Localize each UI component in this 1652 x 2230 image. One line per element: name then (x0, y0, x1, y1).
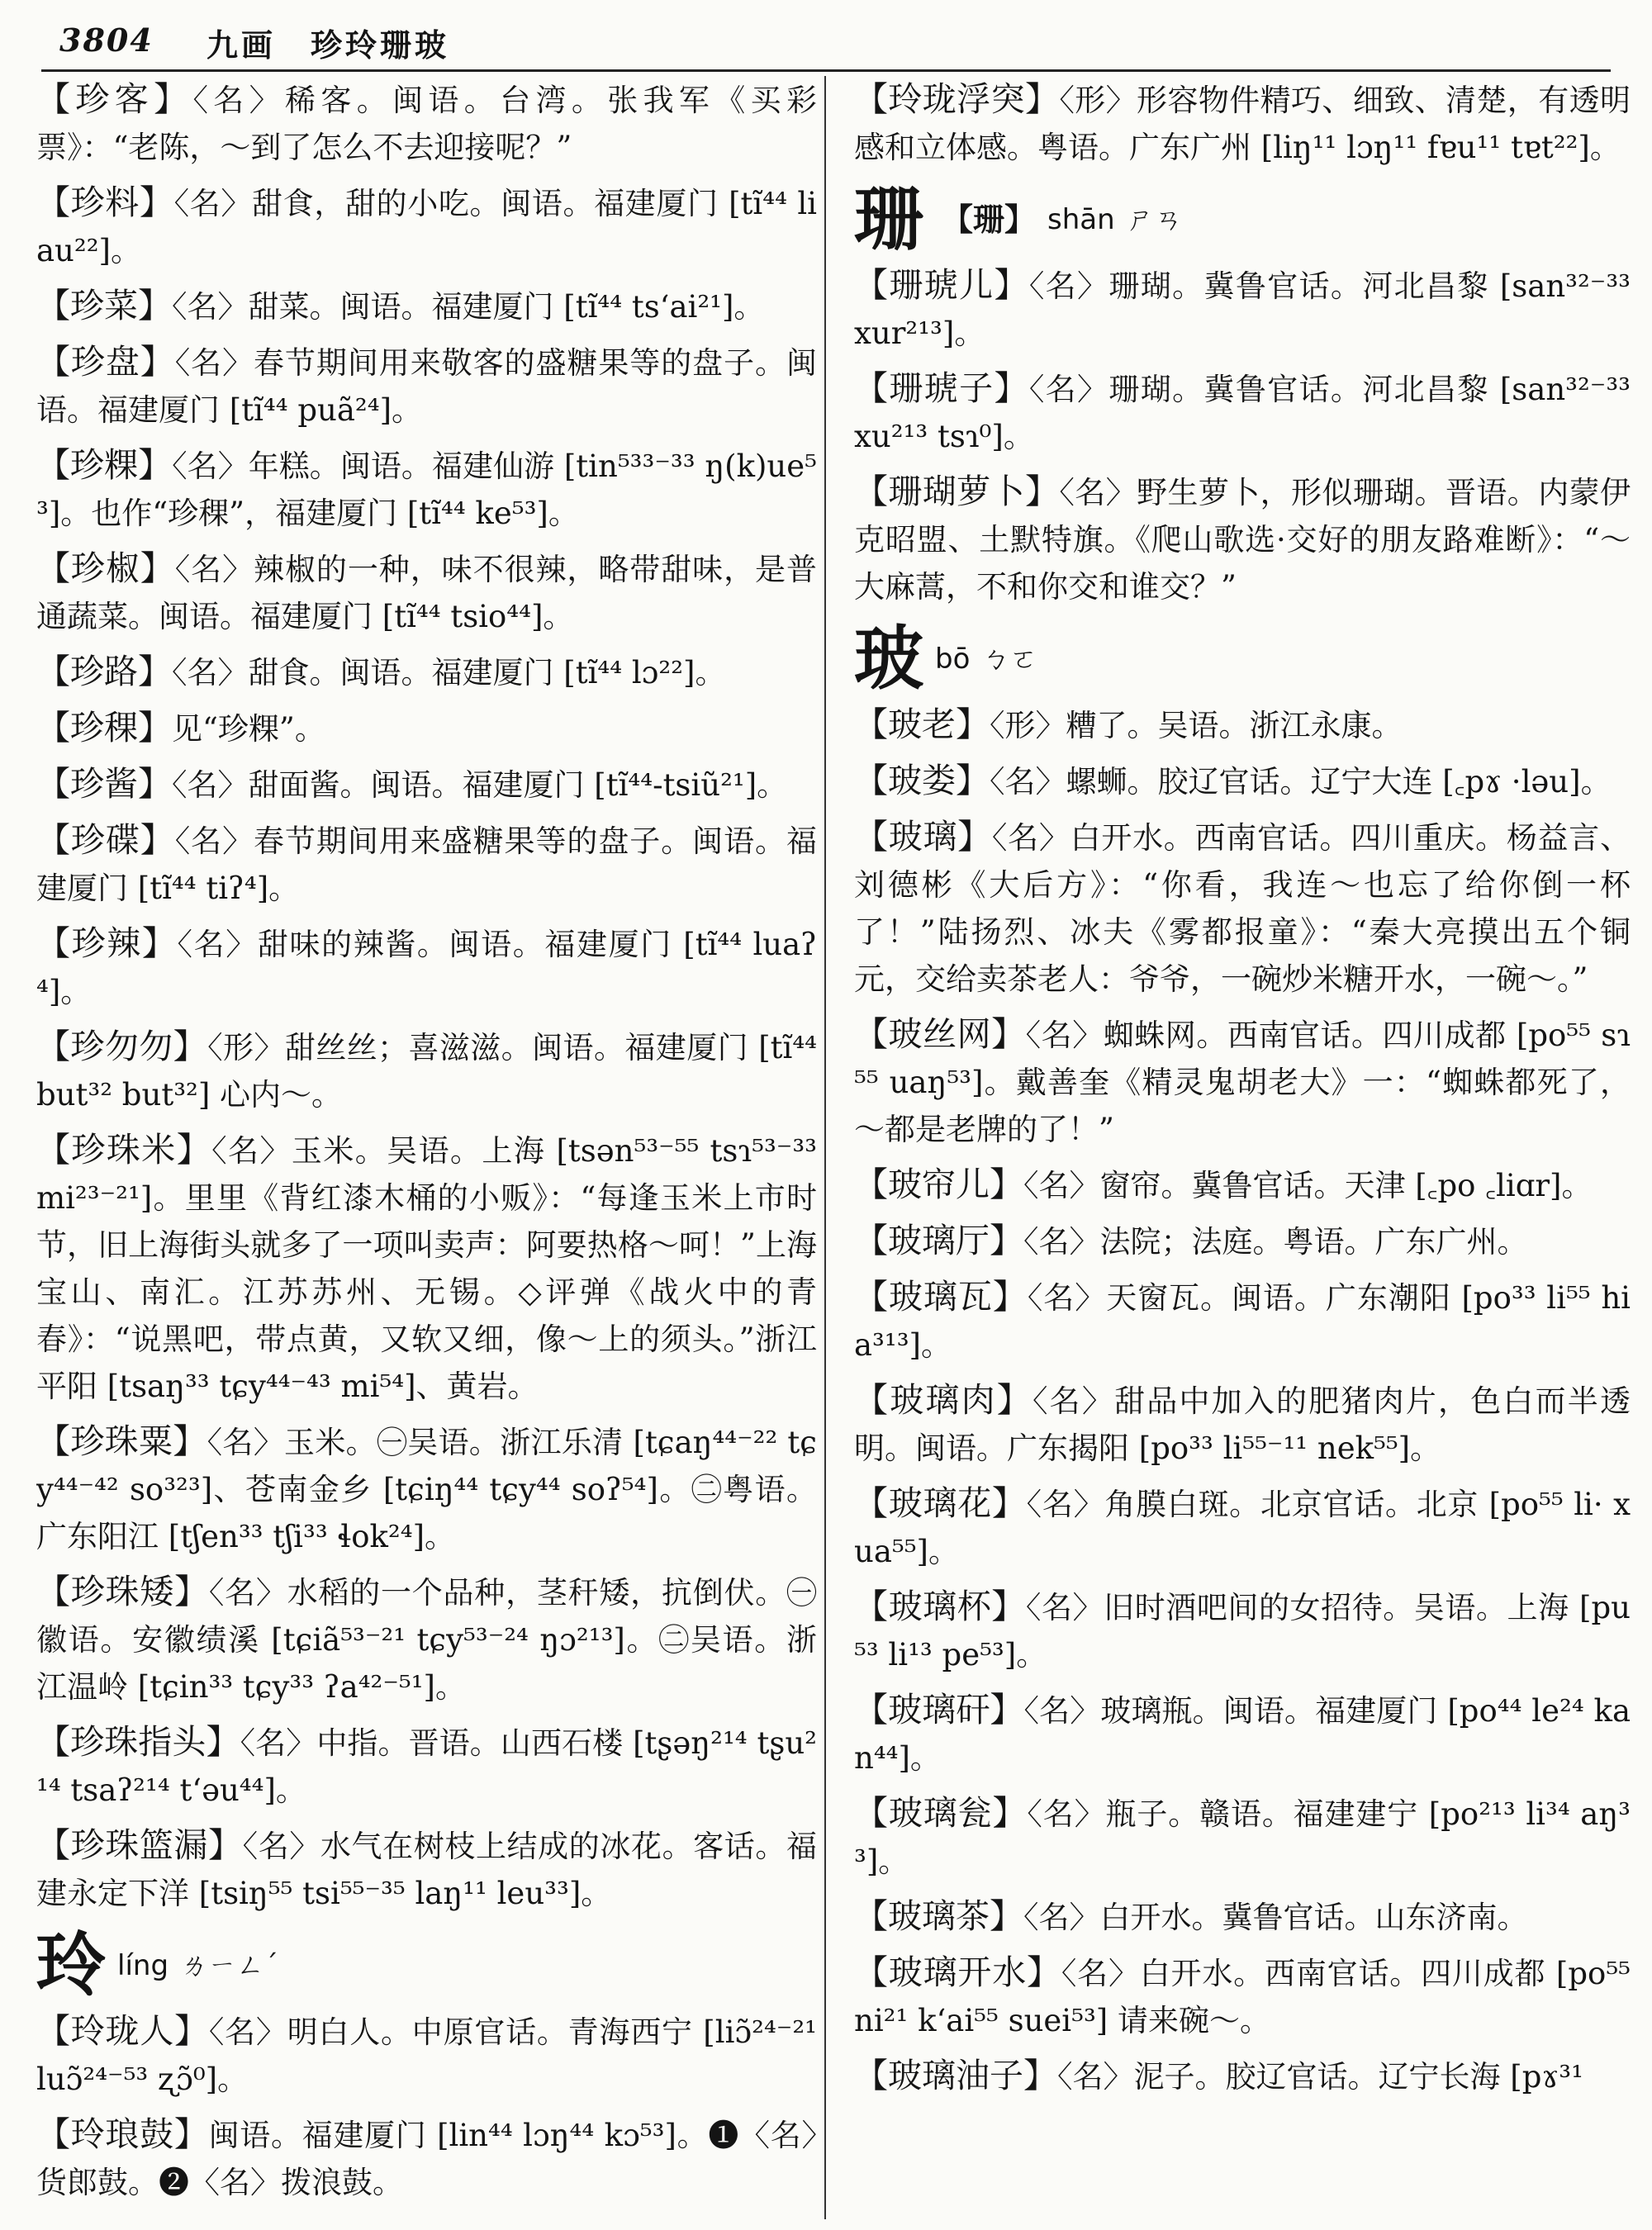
dictionary-entry (854, 76, 1631, 171)
entry-headword: 【玻璃杯】 (854, 1587, 1026, 1626)
entry-definition: 〈形〉糟了。吴语。浙江永康。 (990, 708, 1403, 743)
running-title: 九画 珍玲珊玻 (206, 26, 450, 64)
dictionary-entry (36, 442, 817, 537)
entry-definition: 〈名〉野生萝卜，形似珊瑚。晋语。内蒙伊克昭盟、土默特旗。《爬山歌选·交好的朋友路难断》：“～大麻蒿，不和你交和谁交？” (854, 475, 1631, 605)
dictionary-entry (36, 817, 817, 912)
dictionary-entry (36, 1418, 817, 1560)
entry-headword: 【珊瑚萝卜】 (854, 472, 1060, 511)
entry-definition: 〈名〉稀客。闽语。台湾。张我军《买彩票》：“老陈，～到了怎么不去迎接呢？” (36, 83, 817, 165)
entry-definition: 〈名〉甜食。闽语。福建厦门 [tĩ⁴⁴ lɔ²²]。 (172, 655, 726, 690)
entry-definition: 〈名〉法院；法庭。粤语。广东广州。 (1023, 1224, 1528, 1260)
entry-definition: 〈名〉玉米。㊀吴语。浙江乐清 [tɕaŋ⁴⁴⁻²² tɕy⁴⁴⁻⁴² so³²³]、苍南金乡 [tɕiŋ⁴⁴ tɕy⁴⁴ soʔ⁵⁴]。㊁粤语。广东阳江 [tʃen³³ tʃi³³ ɬok²⁴]。 (36, 1425, 817, 1554)
pinyin: shān (1047, 202, 1115, 236)
left-column (36, 76, 817, 2223)
dictionary-entry (854, 1161, 1631, 1209)
entry-headword: 【珍珠指头】 (36, 1722, 240, 1762)
entry-definition: 闽语。福建厦门 [lin⁴⁴ lɔŋ⁴⁴ kɔ⁵³]。❶〈名〉货郎鼓。❷〈名〉拨浪鼓。 (36, 2118, 817, 2200)
entry-headword: 【珊琥儿】 (854, 265, 1029, 305)
entry-headword: 【珍酱】 (36, 764, 172, 804)
entry-definition: 〈名〉春节期间用来敬客的盛糖果等的盘子。闽语。福建厦门 [tĩ⁴⁴ puã²⁴]。 (36, 345, 817, 428)
zhuyin: ㄕㄢ (1126, 202, 1183, 236)
dictionary-entry (36, 545, 817, 640)
dictionary-entry (36, 1568, 817, 1710)
entry-definition: 〈名〉螺蛳。胶辽官话。辽宁大连 [꜀pɤ ·ləu]。 (990, 764, 1612, 799)
entry-definition: 〈名〉白开水。冀鲁官话。山东济南。 (1023, 1900, 1528, 1935)
dictionary-entry (854, 701, 1631, 749)
pinyin: líng (117, 1948, 169, 1982)
entry-definition: 〈名〉白开水。西南官话。四川成都 [po⁵⁵ ni²¹ kʻai⁵⁵ suei⁵³] 请来碗～。 (854, 1956, 1631, 2038)
dictionary-entry (36, 1127, 817, 1410)
dictionary-entry (36, 1719, 817, 1814)
entry-definition: 〈名〉天窗瓦。闽语。广东潮阳 [po³³ li⁵⁵ hia³¹³]。 (854, 1280, 1631, 1363)
column-divider (824, 76, 826, 2219)
entry-definition: 〈名〉珊瑚。冀鲁官话。河北昌黎 [san³²⁻³³ xu²¹³ tsɿ⁰]。 (854, 372, 1631, 454)
head-character-block (854, 619, 1631, 698)
dictionary-entry (854, 1377, 1631, 1472)
entry-headword: 【珍碟】 (36, 820, 175, 860)
entry-definition: 〈名〉甜品中加入的肥猪肉片，色白而半透明。闽语。广东揭阳 [po³³ li⁵⁵⁻¹¹ nek⁵⁵]。 (854, 1383, 1631, 1466)
dictionary-entry (36, 282, 817, 330)
entry-headword: 【玻璃瓮】 (854, 1793, 1028, 1833)
head-character-block (854, 179, 1631, 259)
entry-definition: 〈名〉水气在树枝上结成的冰花。客话。福建永定下洋 [tsiŋ⁵⁵ tsi⁵⁵⁻³⁵ laŋ¹¹ leu³³]。 (36, 1829, 817, 1911)
entry-headword: 【珍菜】 (36, 286, 172, 325)
entry-headword: 【玲琅鼓】 (36, 2114, 209, 2154)
entry-headword: 【珍料】 (36, 183, 174, 222)
entry-headword: 【玻璃茶】 (854, 1896, 1023, 1936)
head-character: 玻 (854, 617, 924, 700)
entry-headword: 【玻帘儿】 (854, 1165, 1023, 1204)
dictionary-entry (854, 1217, 1631, 1265)
dictionary-entry (36, 705, 817, 752)
entry-definition: 〈形〉甜丝丝；喜滋滋。闽语。福建厦门 [tĩ⁴⁴ but³² but³²] 心内～。 (36, 1030, 817, 1113)
dictionary-entry (854, 1274, 1631, 1369)
dictionary-entry (36, 2111, 817, 2206)
dictionary-entry (854, 365, 1631, 460)
dictionary-entry (854, 1893, 1631, 1941)
zhuyin: ㄅㄛ (981, 642, 1038, 676)
dictionary-entry (36, 648, 817, 696)
entry-headword: 【玻丝网】 (854, 1014, 1026, 1054)
dictionary-entry (854, 468, 1631, 610)
entry-headword: 【珍珠篮漏】 (36, 1825, 243, 1865)
entry-definition: 〈名〉春节期间用来盛糖果等的盘子。闽语。福建厦门 [tĩ⁴⁴ tiʔ⁴]。 (36, 823, 817, 906)
entry-headword: 【珍勿勿】 (36, 1027, 208, 1066)
entry-headword: 【玻璃瓦】 (854, 1277, 1028, 1317)
entry-headword: 【玻娄】 (854, 761, 990, 800)
entry-headword: 【玻璃开水】 (854, 1952, 1061, 1992)
entry-definition: 〈名〉泥子。胶辽官话。辽宁长海 [pɤ³¹ (1057, 2059, 1583, 2095)
entry-headword: 【珍稞】 (36, 708, 172, 747)
entry-headword: 【珍珠米】 (36, 1130, 212, 1170)
dictionary-entry (854, 1949, 1631, 2044)
entry-headword: 【玻老】 (854, 705, 990, 744)
dictionary-entry (854, 1790, 1631, 1885)
entry-definition: 〈名〉甜食，甜的小吃。闽语。福建厦门 [tĩ⁴⁴ liau²²]。 (36, 186, 817, 268)
entry-definition: 〈名〉甜菜。闽语。福建厦门 [tĩ⁴⁴ tsʻai²¹]。 (172, 289, 765, 325)
dictionary-entry (854, 757, 1631, 805)
right-column (854, 76, 1631, 2223)
pinyin: bō (935, 642, 971, 676)
dictionary-entry (36, 920, 817, 1015)
entry-definition: 〈名〉明白人。中原官话。青海西宁 [liɔ̃²⁴⁻²¹ luɔ̃²⁴⁻⁵³ ʐɔ̃⁰]。 (36, 2014, 817, 2097)
entry-headword: 【珍椒】 (36, 548, 175, 588)
dictionary-entry (854, 2052, 1631, 2100)
entry-definition: 〈名〉水稻的一个品种，茎秆矮，抗倒伏。㊀徽语。安徽绩溪 [tɕiã⁵³⁻²¹ tɕy⁵³⁻²⁴ ŋɔ²¹³]。㊁吴语。浙江温岭 [tɕin³³ tɕy³³ ʔa⁴²⁻⁵¹]。 (36, 1575, 817, 1705)
entry-headword: 【珍粿】 (36, 445, 173, 485)
entry-headword: 【玻璃肉】 (854, 1380, 1032, 1420)
page-number: 3804 (59, 21, 154, 59)
dictionary-entry (854, 262, 1631, 357)
entry-definition: 〈名〉瓶子。赣语。福建建宁 [po²¹³ li³⁴ aŋ³³]。 (854, 1796, 1631, 1879)
head-character: 玲 (36, 1924, 107, 2006)
dictionary-entry (854, 1011, 1631, 1153)
entry-headword: 【玻璃矸】 (854, 1690, 1024, 1729)
entry-headword: 【玻璃油子】 (854, 2056, 1057, 2095)
entry-definition: 〈名〉旧时酒吧间的女招待。吴语。上海 [pu⁵³ li¹³ pe⁵³]。 (854, 1590, 1631, 1672)
dictionary-entry (36, 2008, 817, 2103)
dictionary-entry (36, 179, 817, 274)
dictionary-entry (36, 76, 817, 171)
entry-definition: 〈名〉白开水。西南官话。四川重庆。杨益言、刘德彬《大后方》：“你看，我连～也忘了给你倒一杯了！”陆扬烈、冰夫《雾都报童》：“秦大亮摸出五个铜元，交给卖茶老人：爷爷，一碗炒米糖开水，一碗～。” (854, 820, 1631, 997)
entry-definition: 〈名〉年糕。闽语。福建仙游 [tin⁵³³⁻³³ ŋ(k)ue⁵³]。也作“珍稞”，福建厦门 [tĩ⁴⁴ ke⁵³]。 (36, 448, 817, 531)
dictionary-entry (36, 339, 817, 434)
header-rule (41, 69, 1611, 72)
dictionary-entry (36, 1822, 817, 1917)
entry-definition: 〈名〉甜面酱。闽语。福建厦门 [tĩ⁴⁴-tsiũ²¹]。 (172, 767, 788, 803)
entry-headword: 【玲珑人】 (36, 2011, 209, 2051)
entry-headword: 【玻璃厅】 (854, 1221, 1023, 1260)
entry-definition: 〈名〉玻璃瓶。闽语。福建厦门 [po⁴⁴ le²⁴ kan⁴⁴]。 (854, 1693, 1631, 1776)
entry-headword: 【珍盘】 (36, 342, 175, 382)
entry-headword: 【玻璃】 (854, 817, 992, 856)
entry-definition: 〈名〉珊瑚。冀鲁官话。河北昌黎 [san³²⁻³³ xur²¹³]。 (854, 268, 1631, 351)
page-header (41, 12, 1611, 64)
entry-definition: 〈名〉蜘蛛网。西南官话。四川成都 [po⁵⁵ sɿ⁵⁵ uaŋ⁵³]。戴善奎《精灵鬼胡老大》一：“蜘蛛都死了，～都是老牌的了！” (854, 1018, 1631, 1147)
entry-headword: 【玲珑浮突】 (854, 79, 1060, 119)
entry-definition: 〈名〉角膜白斑。北京官话。北京 [po⁵⁵ li· xua⁵⁵]。 (854, 1487, 1631, 1569)
entry-definition: 〈名〉中指。晋语。山西石楼 [tʂəŋ²¹⁴ tʂu²¹⁴ tsaʔ²¹⁴ tʻəu⁴⁴]。 (36, 1725, 817, 1808)
dictionary-entry (854, 814, 1631, 1003)
entry-headword: 【珍客】 (36, 79, 193, 119)
entry-definition: 〈名〉甜味的辣酱。闽语。福建厦门 [tĩ⁴⁴ luaʔ⁴]。 (36, 927, 817, 1009)
entry-headword: 【玻璃花】 (854, 1483, 1027, 1523)
entry-headword: 【珍辣】 (36, 923, 178, 963)
dictionary-entry (36, 761, 817, 809)
entry-definition: 〈名〉辣椒的一种，味不很辣，略带甜味，是普通蔬菜。闽语。福建厦门 [tĩ⁴⁴ tsio⁴⁴]。 (36, 552, 817, 634)
entry-headword: 【珊琥子】 (854, 368, 1029, 408)
traditional-form: 【珊】 (942, 200, 1037, 238)
entry-headword: 【珍路】 (36, 652, 172, 691)
dictionary-entry (854, 1687, 1631, 1782)
entry-definition: 〈形〉形容物件精巧、细致、清楚，有透明感和立体感。粤语。广东广州 [liŋ¹¹ lɔŋ¹¹ fɐu¹¹ tɐt²²]。 (854, 83, 1631, 165)
dictionary-entry (854, 1583, 1631, 1678)
head-character-block (36, 1925, 817, 2005)
entry-definition: 〈名〉玉米。吴语。上海 [tsən⁵³⁻⁵⁵ tsɿ⁵³⁻³³ mi²³⁻²¹]。里里《背红漆木桶的小贩》：“每逢玉米上市时节，旧上海街头就多了一项叫卖声：阿要热格～呵！”上海宝山、南汇。江苏苏州、无锡。◇评弹《战火中的青春》：“说黑吧，带点黄，又软又细，像～上的须头。”浙江平阳 [tsaŋ³³ tɕy⁴⁴⁻⁴³ mi⁵⁴]、黄岩。 (36, 1133, 817, 1404)
dictionary-entry (36, 1023, 817, 1118)
dictionary-entry (854, 1480, 1631, 1575)
entry-definition: 〈名〉窗帘。冀鲁官话。天津 [꜀po ꜀liɑr]。 (1023, 1168, 1593, 1203)
zhuyin: ㄌㄧㄥˊ (180, 1948, 279, 1982)
entry-headword: 【珍珠矮】 (36, 1572, 209, 1611)
entry-headword: 【珍珠粟】 (36, 1421, 207, 1461)
entry-definition: 见“珍粿”。 (172, 711, 325, 747)
head-character: 珊 (854, 178, 924, 260)
